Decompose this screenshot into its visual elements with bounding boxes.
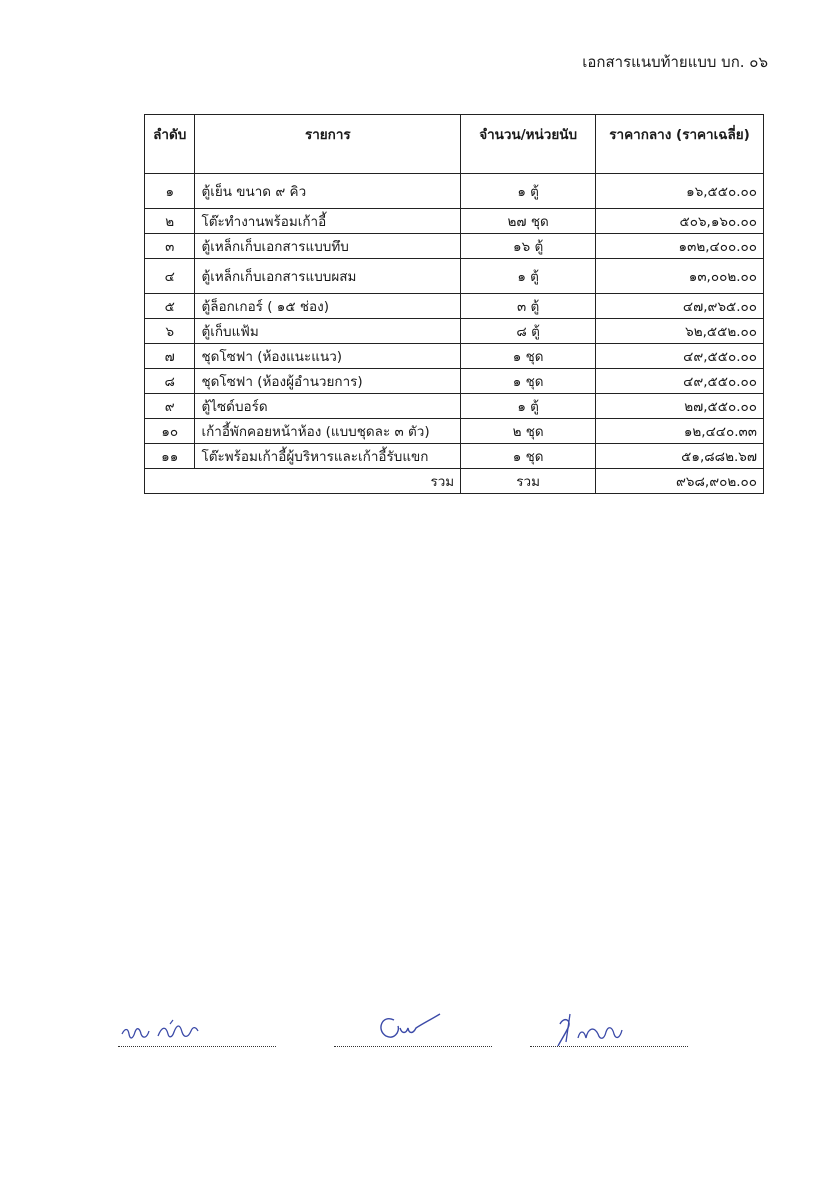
row-no: ๒ bbox=[145, 209, 195, 234]
row-no: ๑๑ bbox=[145, 444, 195, 469]
row-item: ตู้เก็บแฟ้ม bbox=[195, 319, 461, 344]
row-quantity: ๒ ชุด bbox=[461, 419, 596, 444]
row-price: ๖๒,๕๕๒.๐๐ bbox=[596, 319, 764, 344]
row-no: ๖ bbox=[145, 319, 195, 344]
row-price: ๑๓๒,๔๐๐.๐๐ bbox=[596, 234, 764, 259]
items-table bbox=[144, 114, 764, 494]
table-row bbox=[145, 319, 764, 344]
row-no: ๙ bbox=[145, 394, 195, 419]
row-item: ชุดโซฟา (ห้องแนะแนว) bbox=[195, 344, 461, 369]
row-item: ตู้เหล็กเก็บเอกสารแบบทึบ bbox=[195, 234, 461, 259]
row-no: ๑ bbox=[145, 174, 195, 209]
row-quantity: ๓ ตู้ bbox=[461, 294, 596, 319]
header-item: รายการ bbox=[195, 115, 461, 174]
signature-2-drawing bbox=[334, 1010, 492, 1046]
signature-1 bbox=[118, 1010, 276, 1047]
row-item: ตู้เหล็กเก็บเอกสารแบบผสม bbox=[195, 259, 461, 294]
row-item: โต๊ะทำงานพร้อมเก้าอี้ bbox=[195, 209, 461, 234]
row-price: ๔๙,๕๕๐.๐๐ bbox=[596, 344, 764, 369]
row-item: ตู้ไซด์บอร์ด bbox=[195, 394, 461, 419]
row-quantity: ๑๖ ตู้ bbox=[461, 234, 596, 259]
row-price: ๑๓,๐๐๒.๐๐ bbox=[596, 259, 764, 294]
signature-3-drawing bbox=[530, 1010, 688, 1046]
table-row bbox=[145, 259, 764, 294]
signature-2 bbox=[334, 1010, 492, 1047]
table-total-row bbox=[145, 469, 764, 494]
row-quantity: ๑ ตู้ bbox=[461, 259, 596, 294]
row-no: ๓ bbox=[145, 234, 195, 259]
row-no: ๘ bbox=[145, 369, 195, 394]
signature-area bbox=[0, 1010, 834, 1050]
row-no: ๗ bbox=[145, 344, 195, 369]
row-quantity: ๑ ชุด bbox=[461, 444, 596, 469]
row-item: ตู้เย็น ขนาด ๙ คิว bbox=[195, 174, 461, 209]
signature-3 bbox=[530, 1010, 688, 1047]
row-price: ๔๗,๙๖๕.๐๐ bbox=[596, 294, 764, 319]
table-row bbox=[145, 444, 764, 469]
table-row bbox=[145, 174, 764, 209]
header-no: ลำดับ bbox=[145, 115, 195, 174]
table-row bbox=[145, 419, 764, 444]
table-header-row bbox=[145, 115, 764, 174]
table-row bbox=[145, 369, 764, 394]
row-no: ๑๐ bbox=[145, 419, 195, 444]
header-quantity: จำนวน/หน่วยนับ bbox=[461, 115, 596, 174]
row-price: ๕๐๖,๑๖๐.๐๐ bbox=[596, 209, 764, 234]
signature-1-drawing bbox=[118, 1010, 276, 1046]
row-item: เก้าอี้พักคอยหน้าห้อง (แบบชุดละ ๓ ตัว) bbox=[195, 419, 461, 444]
row-item: ชุดโซฟา (ห้องผู้อำนวยการ) bbox=[195, 369, 461, 394]
row-price: ๒๗,๕๕๐.๐๐ bbox=[596, 394, 764, 419]
row-item: ตู้ล็อกเกอร์ ( ๑๕ ช่อง) bbox=[195, 294, 461, 319]
row-no: ๕ bbox=[145, 294, 195, 319]
row-price: ๕๑,๘๘๒.๖๗ bbox=[596, 444, 764, 469]
table-row bbox=[145, 394, 764, 419]
row-price: ๔๙,๕๕๐.๐๐ bbox=[596, 369, 764, 394]
table-row bbox=[145, 344, 764, 369]
row-quantity: ๑ ตู้ bbox=[461, 394, 596, 419]
row-quantity: ๑ ชุด bbox=[461, 344, 596, 369]
total-price: ๙๖๘,๙๐๒.๐๐ bbox=[596, 469, 764, 494]
row-quantity: ๒๗ ชุด bbox=[461, 209, 596, 234]
table-row bbox=[145, 294, 764, 319]
row-quantity: ๑ ชุด bbox=[461, 369, 596, 394]
row-no: ๔ bbox=[145, 259, 195, 294]
header-price: ราคากลาง (ราคาเฉลี่ย) bbox=[596, 115, 764, 174]
total-label: รวม bbox=[145, 469, 461, 494]
row-item: โต๊ะพร้อมเก้าอี้ผู้บริหารและเก้าอี้รับแขก bbox=[195, 444, 461, 469]
row-quantity: ๑ ตู้ bbox=[461, 174, 596, 209]
total-quantity: รวม bbox=[461, 469, 596, 494]
row-price: ๑๒,๔๔๐.๓๓ bbox=[596, 419, 764, 444]
document-reference: เอกสารแนบท้ายแบบ บก. ๐๖ bbox=[582, 53, 768, 71]
table-row bbox=[145, 209, 764, 234]
row-quantity: ๘ ตู้ bbox=[461, 319, 596, 344]
table-row bbox=[145, 234, 764, 259]
row-price: ๑๖,๕๕๐.๐๐ bbox=[596, 174, 764, 209]
